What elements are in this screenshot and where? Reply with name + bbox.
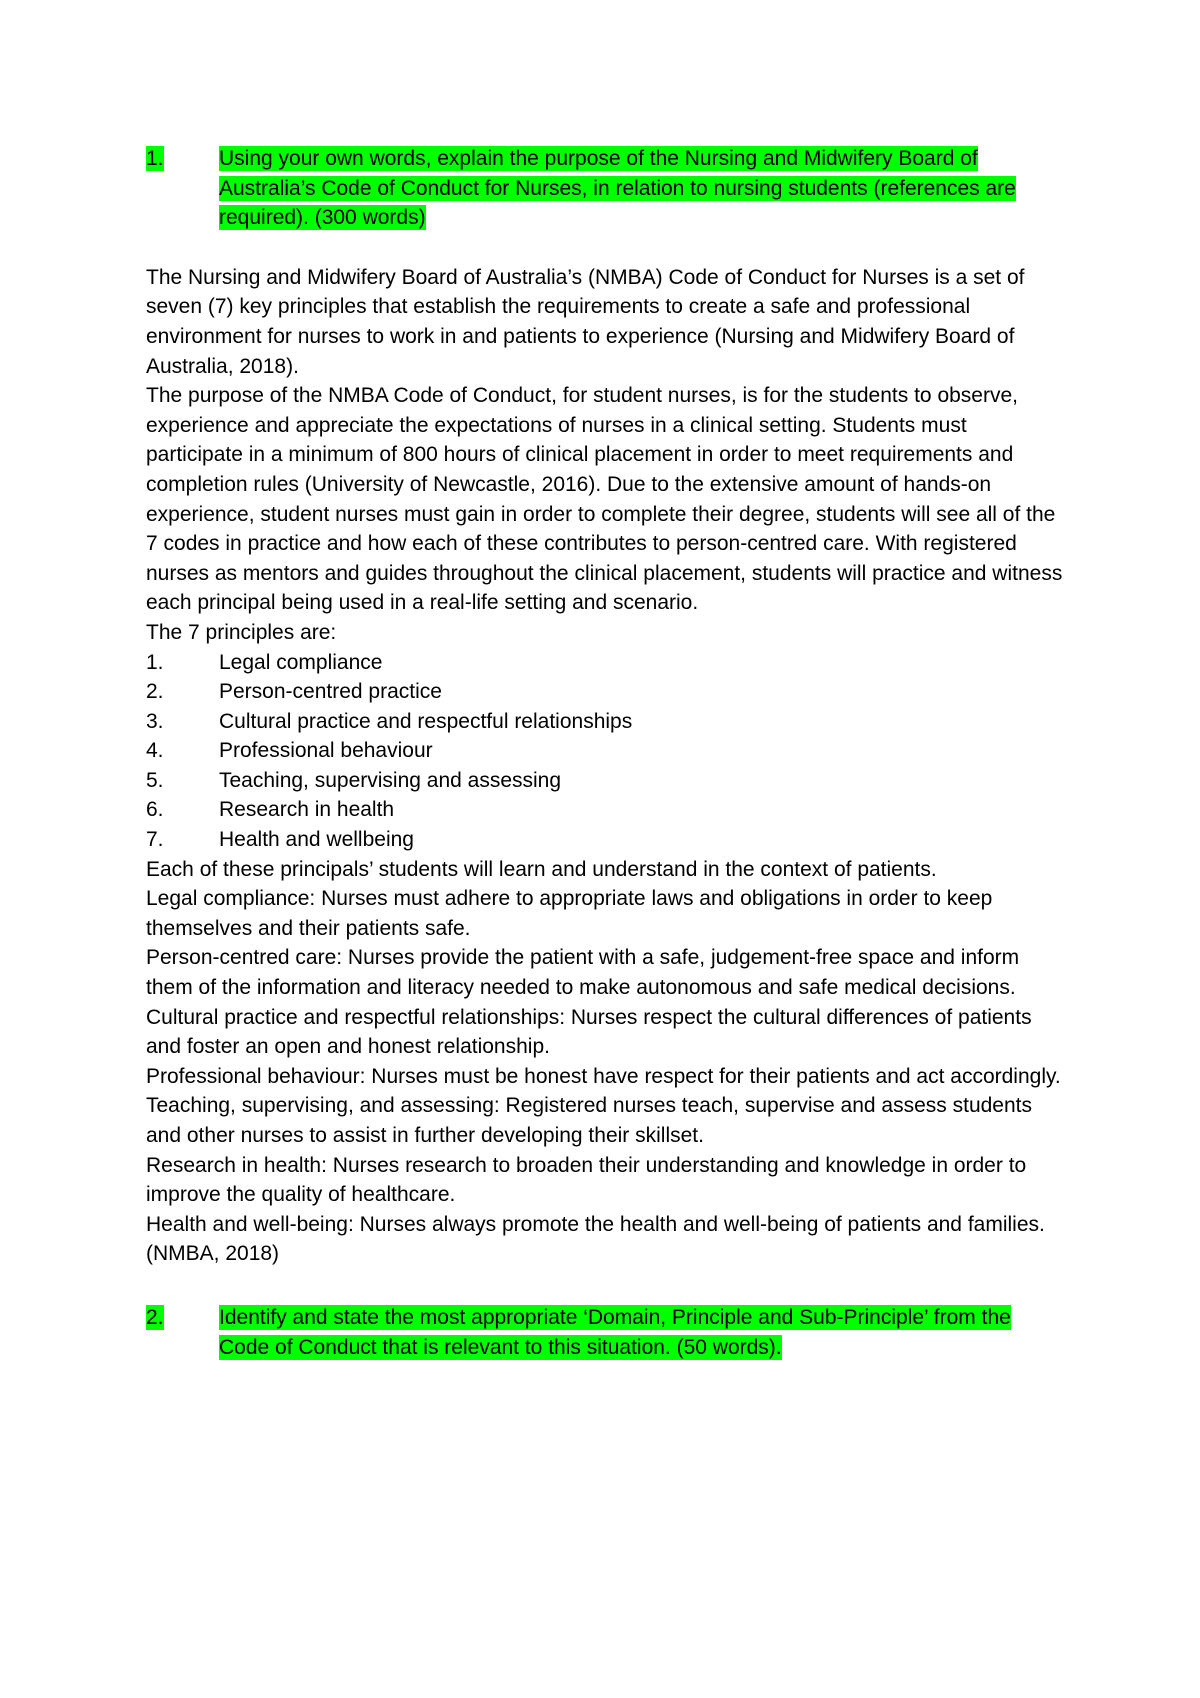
detail-paragraph: Research in health: Nurses research to broaden their understanding and knowledge in order to improve the quality of healthcare. [146, 1153, 1027, 1207]
list-number: 7. [146, 828, 164, 852]
list-number: 4. [146, 739, 164, 763]
spacer [146, 1269, 1066, 1303]
document-content [146, 144, 1066, 1362]
detail-paragraph: Each of these principals’ students will learn and understand in the context of patients. [146, 857, 937, 881]
list-number: 3. [146, 709, 164, 733]
list-number: 5. [146, 768, 164, 792]
list-text: Person-centred practice [219, 680, 442, 704]
question-number: 2. [146, 1305, 164, 1329]
principles-list [146, 648, 1066, 855]
detail-paragraph: Legal compliance: Nurses must adhere to appropriate laws and obligations in order to keep themselves and their patients safe. [146, 887, 993, 940]
answer-paragraph: The Nursing and Midwifery Board of Australia’s (NMBA) Code of Conduct for Nurses is a set of seven (7) key principles that establish the requirements to create a safe and professional environment for nurses to work in and patients to experience (Nursing and Midwifery Board of Australia, 2018). [146, 265, 1025, 378]
list-text: Legal compliance [219, 650, 383, 674]
detail-paragraph: Teaching, supervising, and assessing: Registered nurses teach, supervise and assess students and other nurses to assist in further developing their skillset. [146, 1094, 1032, 1147]
list-number: 1. [146, 650, 164, 674]
list-item [146, 707, 1066, 737]
detail-paragraph: Person-centred care: Nurses provide the patient with a safe, judgement-free space and inform them of the information and literacy needed to make autonomous and safe medical decisions. [146, 946, 1020, 1000]
question-1 [110, 144, 1066, 233]
list-text: Teaching, supervising and assessing [219, 768, 562, 792]
list-item [146, 795, 1066, 825]
list-item [146, 677, 1066, 707]
list-item [146, 648, 1066, 678]
principles-intro: The 7 principles are: [146, 620, 337, 644]
detail-paragraph: Cultural practice and respectful relationships: Nurses respect the cultural differences of patients and foster an open and honest relationship. [146, 1005, 1032, 1059]
list-item [146, 825, 1066, 855]
question-number: 1. [146, 147, 164, 170]
detail-paragraph: Health and well-being: Nurses always promote the health and well-being of patients and families. [146, 1212, 1045, 1236]
question-text: Using your own words, explain the purpose of the Nursing and Midwifery Board of Australia’s Code of Conduct for Nurses, in relation to nursing students (references are required). (300 words) [219, 147, 1016, 230]
list-item [146, 736, 1066, 766]
question-2 [110, 1303, 1066, 1362]
list-text: Professional behaviour [219, 739, 433, 763]
list-item [146, 766, 1066, 796]
detail-paragraph: Professional behaviour: Nurses must be honest have respect for their patients and act accordingly. [146, 1064, 1061, 1088]
list-text: Cultural practice and respectful relationships [219, 709, 633, 733]
citation: (NMBA, 2018) [146, 1242, 280, 1266]
spacer [146, 233, 1066, 263]
question-text: Identify and state the most appropriate ‘Domain, Principle and Sub-Principle’ from the Code of Conduct that is relevant to this situation. (50 words). [219, 1305, 1011, 1359]
list-number: 6. [146, 798, 164, 822]
answer-paragraph: The purpose of the NMBA Code of Conduct, for student nurses, is for the students to observe, experience and appreciate the expectations of nurses in a clinical setting. Students must participate in a minimum of 800 hours of clinical placement in order to meet requirements and completion rules (University of Newcastle, 2016). Due to the extensive amount of hands-on experience, student nurses must gain in order to complete their degree, students will see all of the 7 codes in practice and how each of these contributes to person-centred care. With registered nurses as mentors and guides throughout the clinical placement, students will practice and witness each principal being used in a real-life setting and scenario. [146, 384, 1063, 615]
list-text: Research in health [219, 798, 395, 822]
list-text: Health and wellbeing [219, 828, 414, 852]
list-number: 2. [146, 680, 164, 704]
